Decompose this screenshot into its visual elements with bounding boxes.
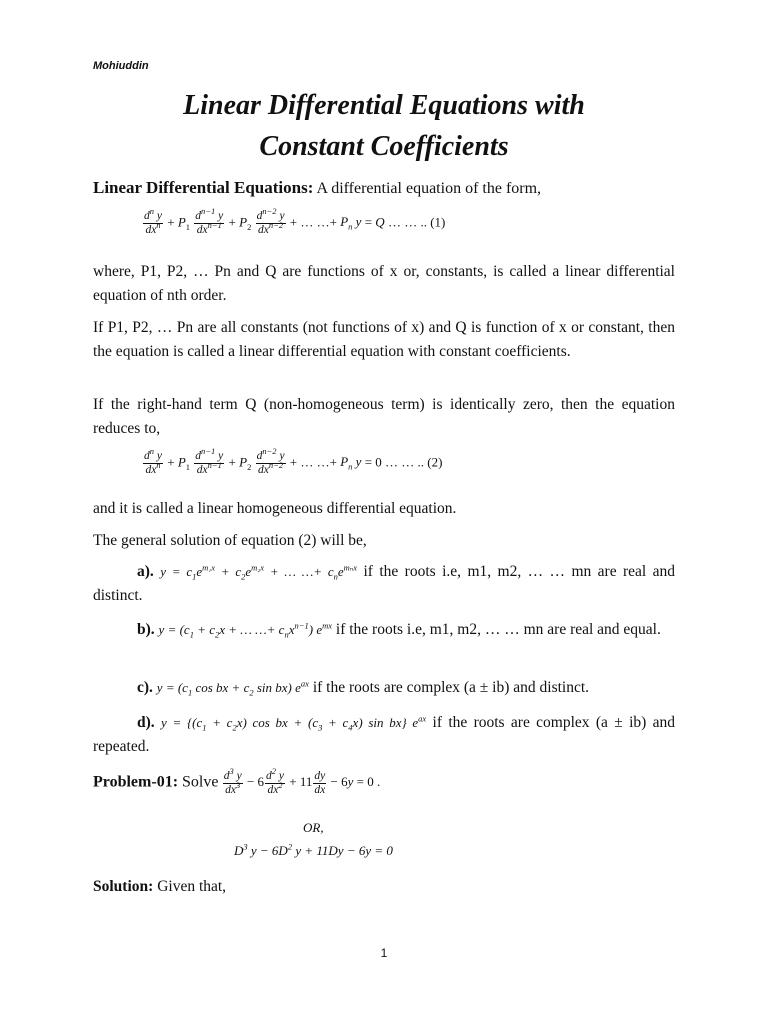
solution-text: Given that, xyxy=(157,878,227,895)
case-a-text: if the roots i.e, m1, m2, … … mn are real and distinct. xyxy=(93,563,676,604)
section-heading: Linear Differential Equations: xyxy=(93,178,314,197)
case-c: c). $y = (c_1$ cos bx + $c_2$ sin bx) $e^{ax}$ if the roots are complex (a ± ib) and distinct. xyxy=(93,676,675,700)
problem-solve-word: Solve xyxy=(182,773,219,791)
case-b: b). $y = (c_1 + c_2x$ + … …+ $c_nx^{n-1}$) $e^{mx}$ if the roots i.e, m1, m2, … … mn are real and equal. xyxy=(93,618,675,642)
case-c-label: c). xyxy=(137,679,153,696)
author-name: Mohiuddin xyxy=(93,60,149,72)
equation-1-label: (1) xyxy=(430,214,446,230)
case-c-text: if the roots are complex (a ± ib) and distinct. xyxy=(312,679,590,696)
operator-equation: $D^3$ $y - 6D^2$ y + 11Dy − 6y = 0 xyxy=(234,841,393,858)
general-solution-paragraph: The general solution of equation (2) will be, xyxy=(93,532,367,549)
case-b-text: if the roots i.e, m1, m2, … … mn are real and equal. xyxy=(335,621,661,638)
homogeneous-paragraph: and it is called a linear homogeneous differential equation. xyxy=(93,500,457,517)
case-d-text: if the roots are complex (a ± ib) and repeated. xyxy=(93,714,675,755)
solution-line xyxy=(93,875,675,899)
case-a: a). $y = c_1e^{m_1x} + c_2e^{m_2x}$ + … …+ $c_ne^{m_nx}$ if the roots i.e, m1, m2, … … mn are real and distinct. xyxy=(93,562,676,604)
solution-label: Solution: xyxy=(93,878,154,895)
title-line-1: Linear Differential Equations with xyxy=(183,90,585,121)
rhs-paragraph: If the right-hand term Q (non-homogeneous term) is identically zero, then the equation reduces to, xyxy=(93,396,675,437)
page-number: 1 xyxy=(380,946,388,960)
case-d-label: d). xyxy=(137,714,155,731)
section-intro-text: A differential equation of the form, xyxy=(316,180,542,197)
problem-label: Problem-01: xyxy=(93,773,179,791)
section-intro xyxy=(93,176,675,201)
equation-1: $\frac{d^n y}{dx^n}$ + $P_1$ $\frac{d^{n-1} y}{dx^{n-1}}$ + $P_2$ $\frac{d^{n-2} y}{dx^{n-2}}$ + … …+ $P_n$ y = Q … … .. (1) xyxy=(144,206,446,236)
equation-2: $\frac{d^n y}{dx^n}$ + $P_1$ $\frac{d^{n-1} y}{dx^{n-1}}$ + $P_2$ $\frac{d^{n-2} y}{dx^{n-2}}$ + … …+ $P_n$ y = 0 … … .. (2) xyxy=(144,446,443,476)
problem-01: Problem-01: Solve $\frac{d^3 y}{dx^3}$ − 6 $\frac{d^2 y}{dx^2}$ + 11 $\frac{dy}{dx}$ − 6y = 0 . xyxy=(93,766,381,796)
case-d: d). $y = \{(c_1 + c_2x)$ cos bx + $(c_3 + c_4x)$ sin bx} $e^{ax}$ if the roots are complex (a ± ib) and repeated. xyxy=(93,713,675,755)
where-paragraph: where, P1, P2, … Pn and Q are functions of x or, constants, is called a linear differential equation of nth order. xyxy=(93,263,675,304)
title-line-2: Constant Coefficients xyxy=(259,131,509,162)
constants-paragraph: If P1, P2, … Pn are all constants (not functions of x) and Q is function of x or constant, then the equation is called a linear differential equation with constant coefficients. xyxy=(93,319,675,360)
or-text: OR, xyxy=(303,820,324,835)
case-a-label: a). xyxy=(137,563,154,580)
equation-2-label: (2) xyxy=(427,454,443,470)
case-b-label: b). xyxy=(137,621,155,638)
